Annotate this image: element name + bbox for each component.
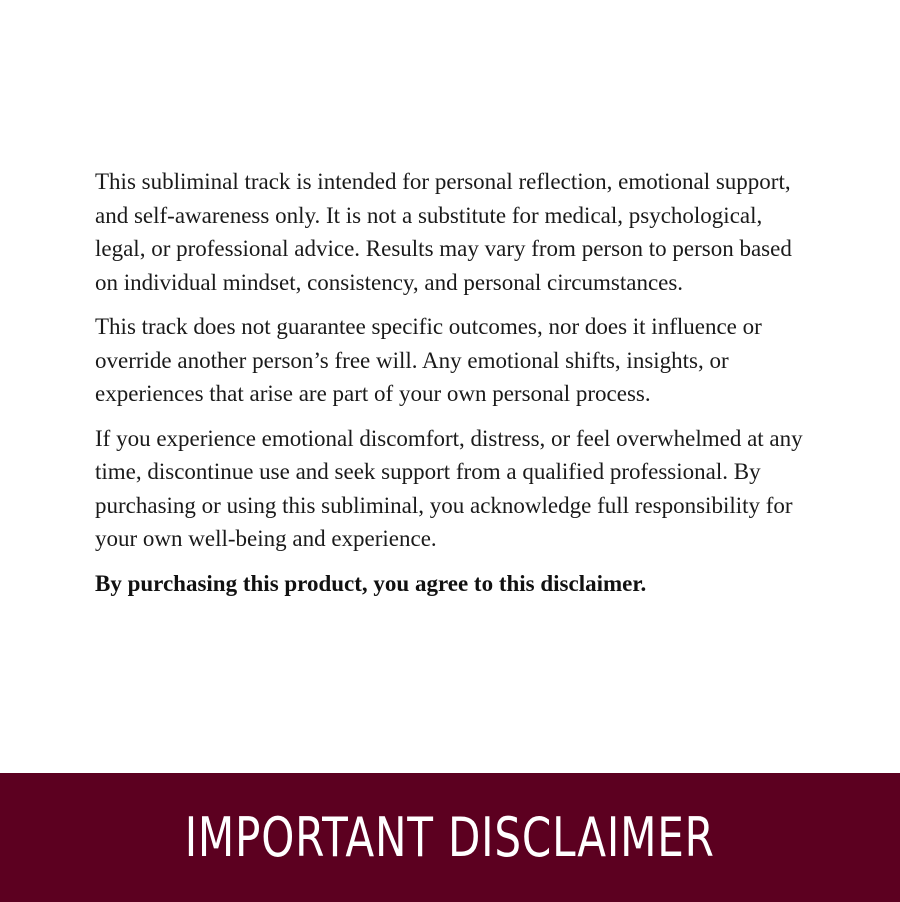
disclaimer-banner — [0, 773, 900, 902]
banner-title: IMPORTANT DISCLAIMER — [185, 806, 715, 869]
disclaimer-body — [95, 165, 815, 611]
disclaimer-paragraph-outcomes: This track does not guarantee specific outcomes, nor does it influence or override another person’s free will. Any emotional shifts, insights, or experiences that arise are part of your own personal process. — [95, 314, 762, 406]
disclaimer-paragraph-responsibility: If you experience emotional discomfort, distress, or feel overwhelmed at any time, discontinue use and seek support from a qualified professional. By purchasing or using this subliminal, you acknowledge full responsibility for your own well-being and experience. — [95, 425, 803, 551]
disclaimer-paragraph-purpose: This subliminal track is intended for personal reflection, emotional support, and self-awareness only. It is not a substitute for medical, psychological, legal, or professional advice. Results may vary from person to person based on individual mindset, consistency, and personal circumstances. — [95, 169, 792, 295]
disclaimer-agreement: By purchasing this product, you agree to this disclaimer. — [95, 570, 647, 596]
